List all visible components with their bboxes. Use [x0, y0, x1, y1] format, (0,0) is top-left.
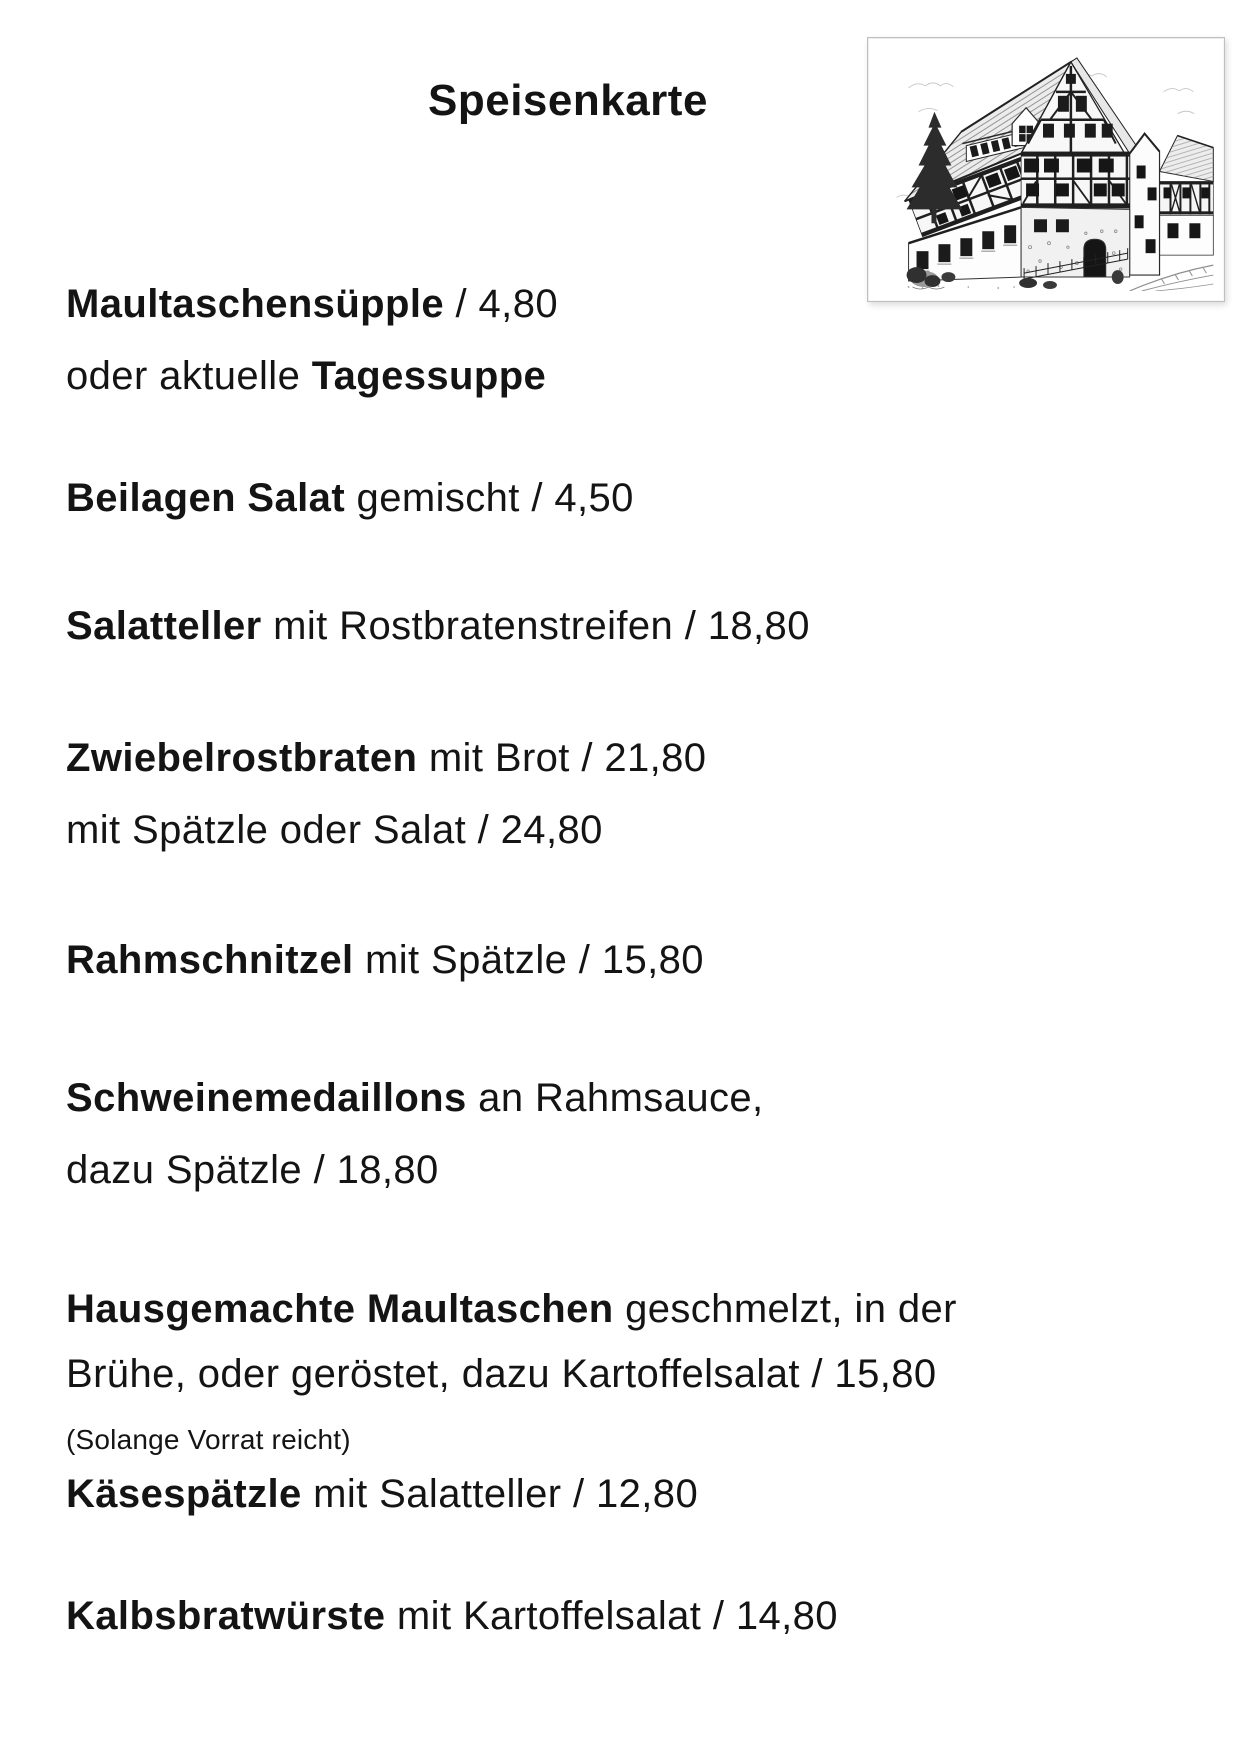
- menu-item-line: [66, 590, 810, 662]
- menu-item-line: [66, 1458, 698, 1530]
- menu-item-line: [66, 1277, 957, 1342]
- dish-detail: mit Spätzle / 15,80: [353, 938, 704, 982]
- menu-item-line: [66, 268, 558, 340]
- dish-name: Salatteller: [66, 604, 262, 648]
- menu-item-line: [66, 340, 558, 412]
- dish-detail: mit Brot / 21,80: [417, 736, 707, 780]
- dish-name: Käsespätzle: [66, 1472, 302, 1516]
- availability-note: (Solange Vorrat reicht): [66, 1424, 351, 1455]
- dish-detail: Brühe, oder geröstet, dazu Kartoffelsalat / 15,80: [66, 1352, 937, 1396]
- menu-item-line: [66, 794, 706, 866]
- menu-item: [66, 462, 634, 534]
- dish-name: Zwiebelrostbraten: [66, 736, 418, 780]
- dish-name: Schweinemedaillons: [66, 1076, 467, 1120]
- background-house: [1160, 136, 1214, 256]
- menu-item-line: [66, 1134, 764, 1206]
- dish-detail: gemischt / 4,50: [345, 476, 634, 520]
- ground-floor-stone: [1021, 207, 1130, 277]
- menu-item: [66, 1580, 838, 1652]
- menu-item-line: [66, 722, 706, 794]
- dish-detail: / 4,80: [444, 282, 558, 326]
- dish-name: Hausgemachte Maultaschen: [66, 1287, 614, 1331]
- menu-item: [66, 722, 706, 866]
- dish-detail: geschmelzt, in der: [613, 1287, 957, 1331]
- dish-detail: dazu Spätzle / 18,80: [66, 1148, 439, 1192]
- dish-name: Kalbsbratwürste: [66, 1594, 386, 1638]
- menu-item-line: [66, 462, 634, 534]
- menu-item: [66, 924, 704, 996]
- dish-detail: an Rahmsauce,: [466, 1076, 764, 1120]
- menu-item: [66, 590, 810, 662]
- dish-name: Rahmschnitzel: [66, 938, 354, 982]
- illustration-frame: [867, 37, 1225, 302]
- menu-item: [66, 1062, 764, 1206]
- menu-item: [66, 1277, 957, 1472]
- dish-detail: mit Rostbratenstreifen / 18,80: [261, 604, 810, 648]
- dish-detail: mit Spätzle oder Salat / 24,80: [66, 808, 603, 852]
- dish-detail: oder aktuelle: [66, 354, 312, 398]
- menu-item: [66, 1458, 698, 1530]
- dish-detail: mit Kartoffelsalat / 14,80: [385, 1594, 838, 1638]
- page-title: Speisenkarte: [428, 76, 708, 125]
- menu-item-line: [66, 1342, 957, 1407]
- dish-name: Maultaschensüpple: [66, 282, 444, 326]
- half-timbered-house-sketch: [878, 48, 1214, 291]
- dish-detail: mit Salatteller / 12,80: [301, 1472, 699, 1516]
- timber-band-right: [1021, 152, 1130, 210]
- white-annex: [1130, 134, 1160, 275]
- dish-name: Tagessuppe: [311, 354, 547, 398]
- menu-item-line: [66, 1062, 764, 1134]
- menu-item-line: [66, 924, 704, 996]
- menu-item: [66, 268, 558, 412]
- dish-name: Beilagen Salat: [66, 476, 346, 520]
- menu-item-line: [66, 1580, 838, 1652]
